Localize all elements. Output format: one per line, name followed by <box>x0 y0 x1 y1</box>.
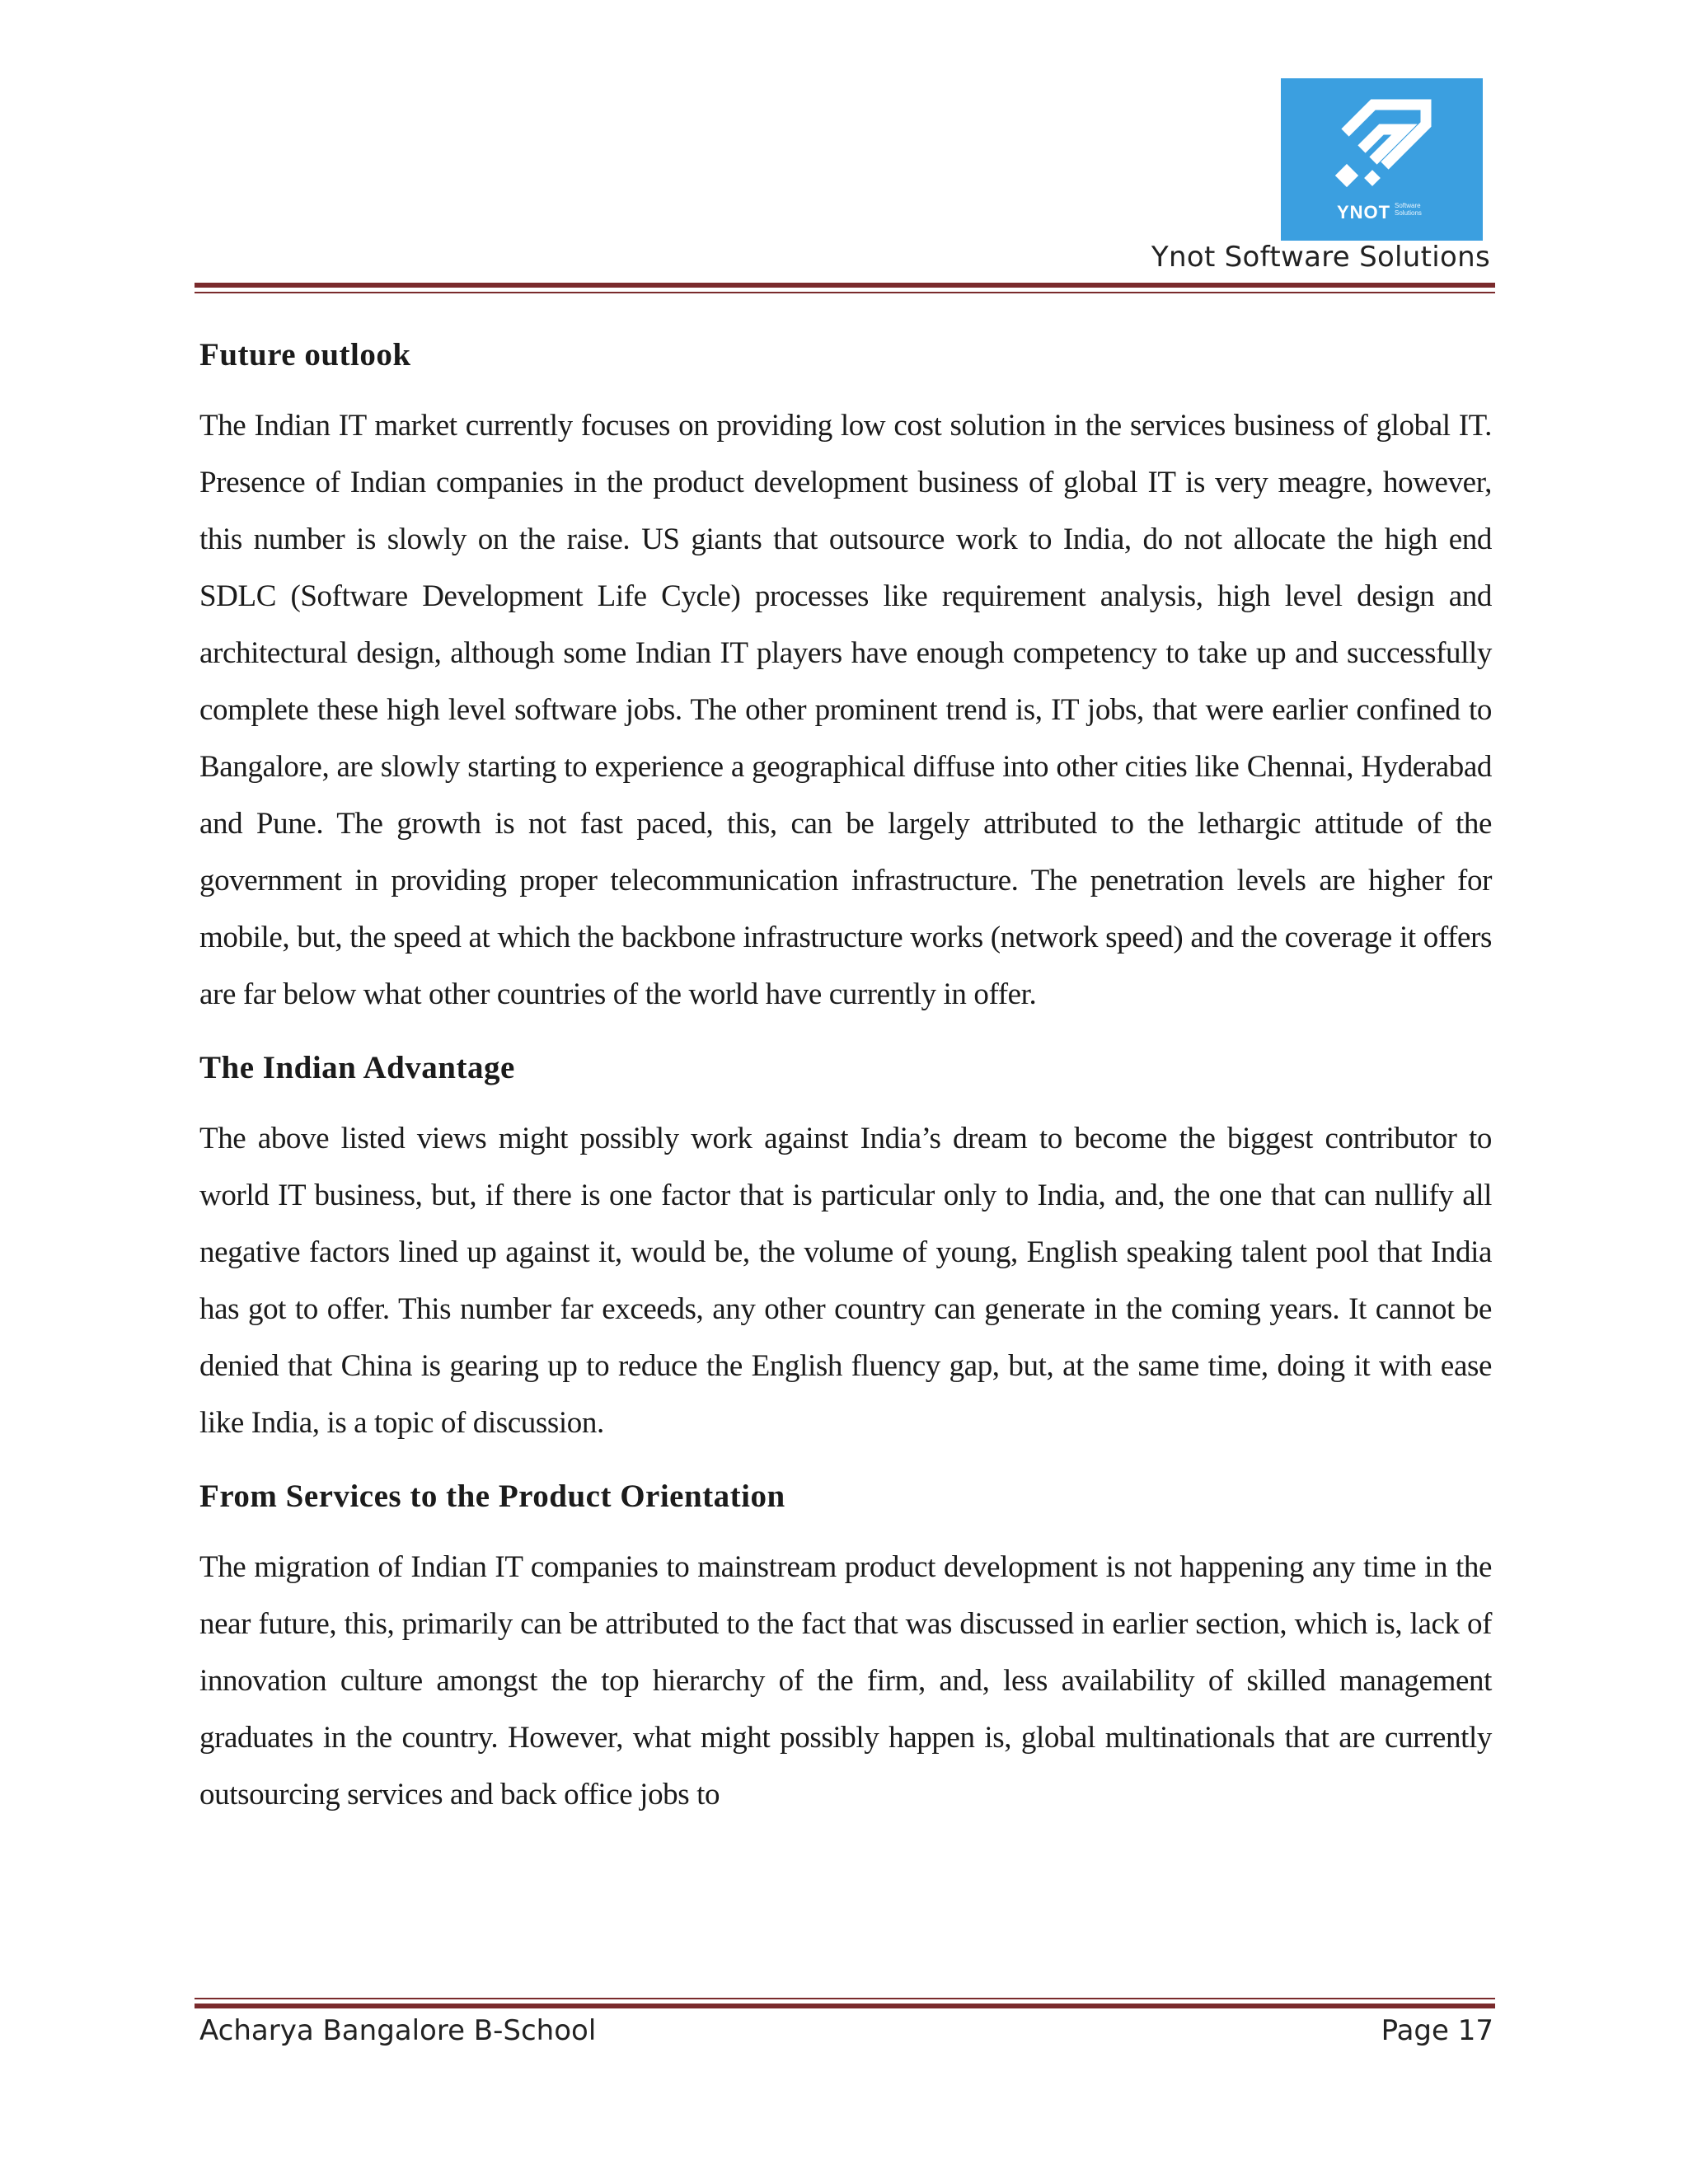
header-rule-thin <box>195 292 1495 293</box>
logo-subtext: Software Solutions <box>1395 202 1422 217</box>
header-rule-thick <box>195 283 1495 288</box>
company-logo <box>1281 78 1483 241</box>
footer-page-number: Page 17 <box>1381 2014 1493 2047</box>
section-paragraph-product-orientation: The migration of Indian IT companies to mainstream product development is not happening any time in the near future, this, primarily can be attributed to the fact that was discussed in earlier section, which is, lack of innovation culture amongst the top hierarchy of the firm, and, less availability of skilled management graduates in the country. However, what might possibly happen is, global multinationals that are currently outsourcing services and back office jobs to <box>199 1550 1492 1811</box>
footer-rule-thick <box>195 2004 1495 2008</box>
section-heading-indian-advantage: The Indian Advantage <box>199 1050 515 1085</box>
footer-school-name: Acharya Bangalore B-School <box>199 2014 597 2047</box>
header-company-name: Ynot Software Solutions <box>1151 241 1490 274</box>
section-paragraph-future-outlook: The Indian IT market currently focuses on providing low cost solution in the services business of global IT. Presence of Indian companies in the product development business of global IT is very meagre, however, this number is slowly on the raise. US giants that outsource work to India, do not allocate the high end SDLC (Software Development Life Cycle) processes like requirement analysis, high level design and architectural design, although some Indian IT players have enough competency to take up and successfully complete these high level software jobs. The other prominent trend is, IT jobs, that were earlier confined to Bangalore, are slowly starting to experience a geographical diffuse into other cities like Chennai, Hyderabad and Pune. The growth is not fast paced, this, can be largely attributed to the lethargic attitude of the government in providing proper telecommunication infrastructure. The penetration levels are higher for mobile, but, the speed at which the backbone infrastructure works (network speed) and the coverage it offers are far below what other countries of the world have currently in offer. <box>199 409 1492 1011</box>
section-heading-product-orientation: From Services to the Product Orientation <box>199 1479 785 1514</box>
section-paragraph-indian-advantage: The above listed views might possibly work against India’s dream to become the biggest contributor to world IT business, but, if there is one factor that is particular only to India, and, the one that can nullify all negative factors lined up against it, would be, the volume of young, English speaking talent pool that India has got to offer. This number far exceeds, any other country can generate in the coming years. It cannot be denied that China is gearing up to reduce the English fluency gap, but, at the same time, doing it with ease like India, is a topic of discussion. <box>199 1122 1492 1440</box>
document-body <box>199 330 1492 1846</box>
section-heading-future-outlook: Future outlook <box>199 337 411 373</box>
logo-wordmark: YNOT <box>1337 202 1391 223</box>
footer-rule-thin <box>195 1998 1495 1999</box>
